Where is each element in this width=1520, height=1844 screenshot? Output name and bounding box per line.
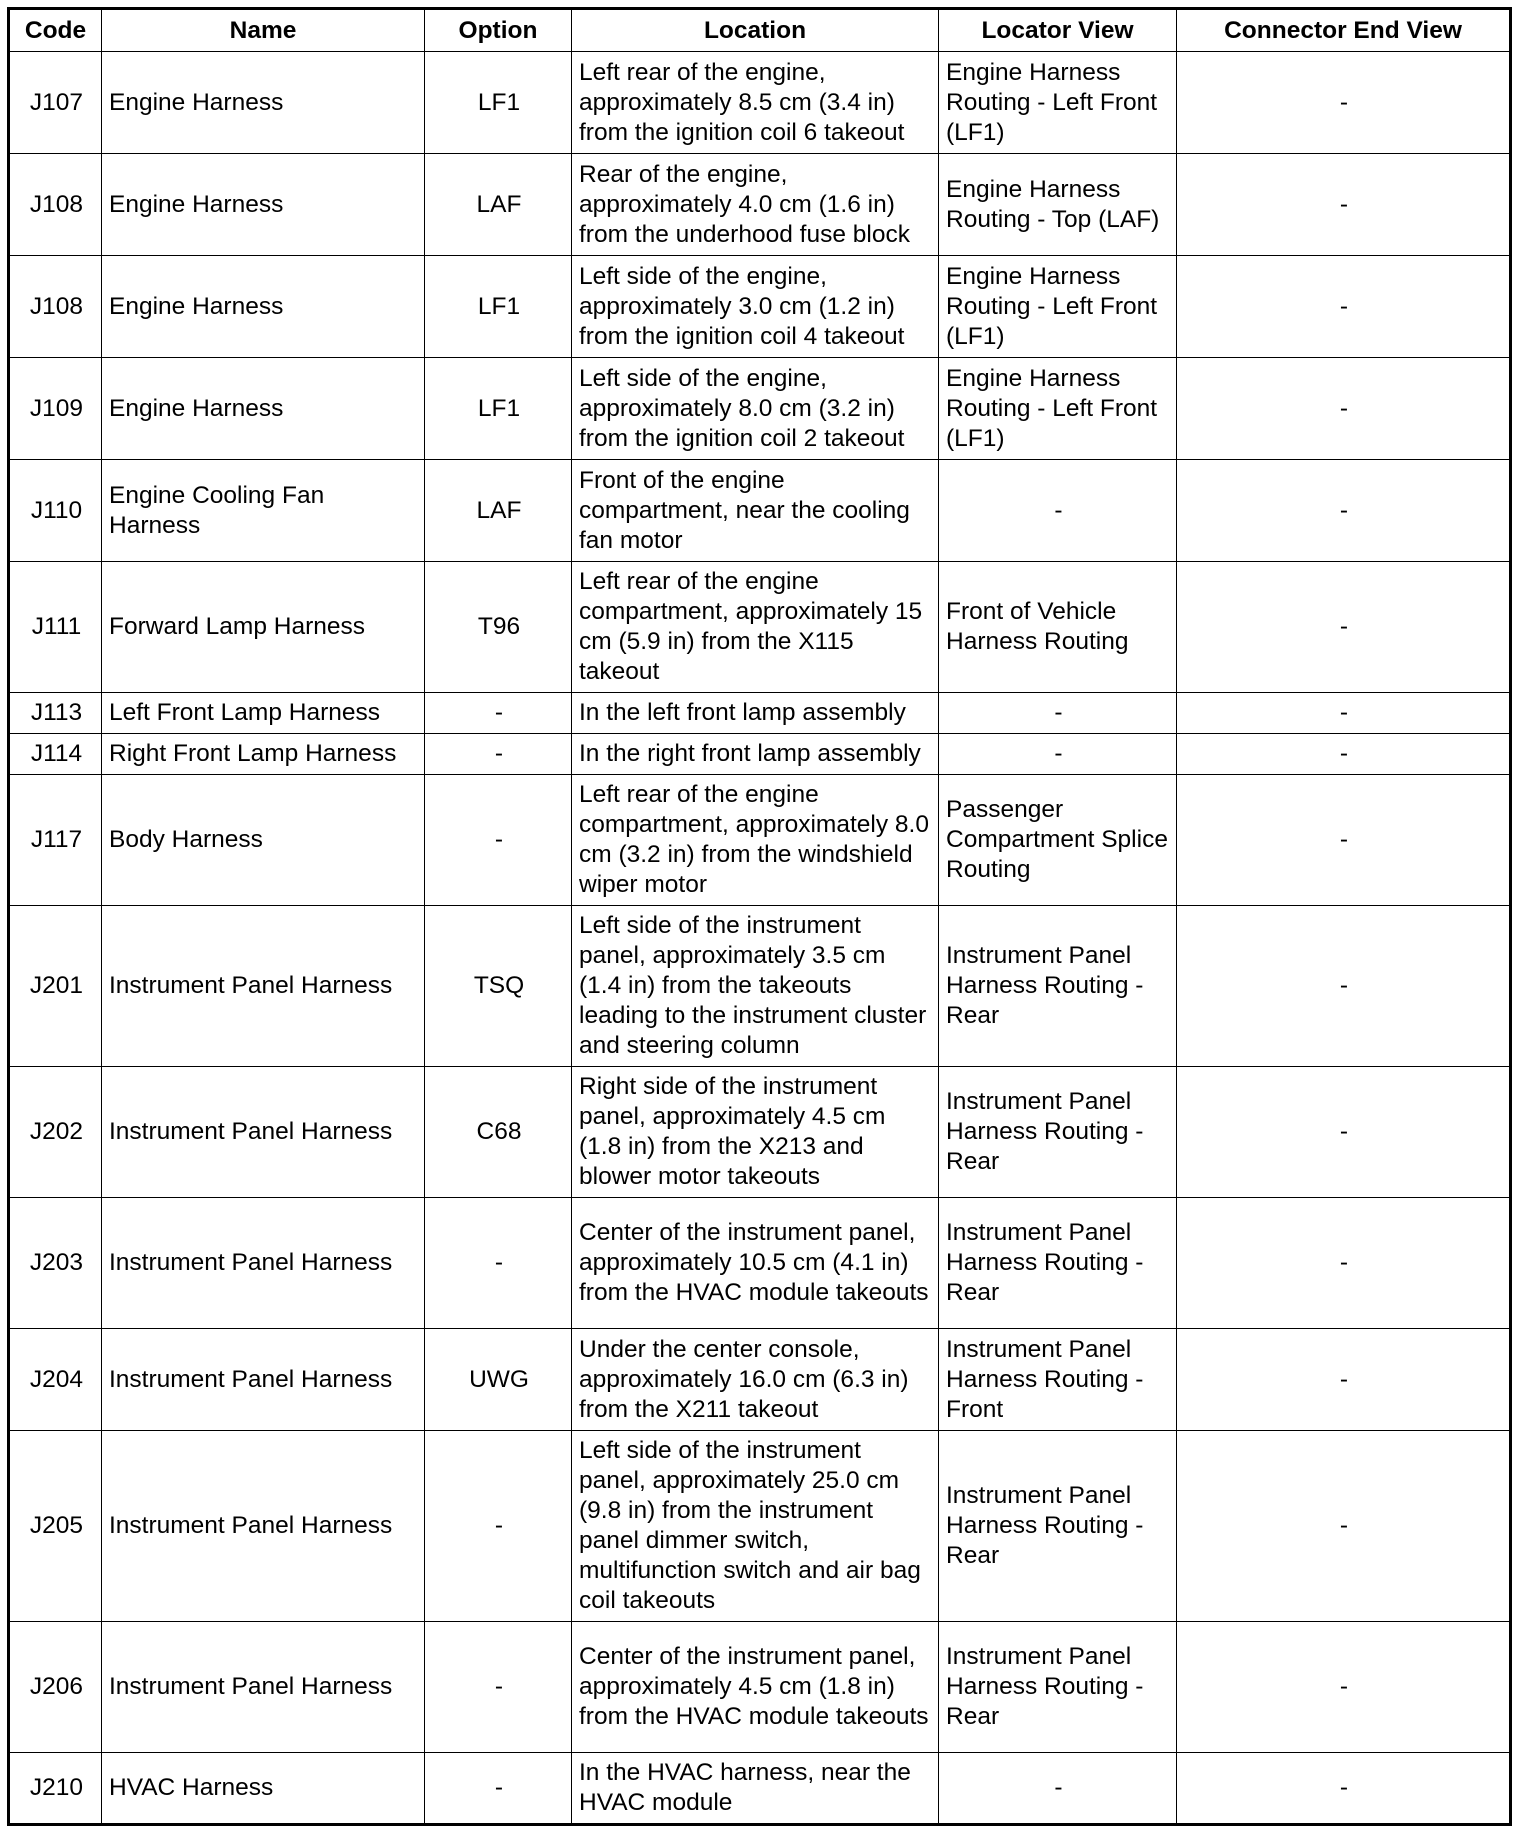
cell-name: Instrument Panel Harness	[102, 906, 425, 1067]
table-row	[9, 1329, 1511, 1431]
cell-location: Left side of the instrument panel, approximately 3.5 cm (1.4 in) from the takeouts leading to the instrument cluster and steering column	[572, 906, 939, 1067]
header-name: Name	[102, 9, 425, 52]
cell-location: Rear of the engine, approximately 4.0 cm (1.6 in) from the underhood fuse block	[572, 154, 939, 256]
cell-connector-end-view: -	[1177, 1431, 1511, 1622]
table-row	[9, 693, 1511, 734]
cell-option: T96	[425, 562, 572, 693]
cell-locator-view: -	[939, 1753, 1177, 1825]
cell-location: Left side of the instrument panel, approximately 25.0 cm (9.8 in) from the instrument panel dimmer switch, multifunction switch and air bag coil takeouts	[572, 1431, 939, 1622]
table-row	[9, 1431, 1511, 1622]
cell-option: -	[425, 693, 572, 734]
cell-location: Front of the engine compartment, near the cooling fan motor	[572, 460, 939, 562]
cell-option: -	[425, 734, 572, 775]
cell-connector-end-view: -	[1177, 52, 1511, 154]
cell-option: -	[425, 1431, 572, 1622]
cell-locator-view: Instrument Panel Harness Routing - Rear	[939, 1622, 1177, 1753]
table-row	[9, 1067, 1511, 1198]
cell-name: Instrument Panel Harness	[102, 1329, 425, 1431]
cell-option: UWG	[425, 1329, 572, 1431]
cell-option: TSQ	[425, 906, 572, 1067]
header-location: Location	[572, 9, 939, 52]
cell-name: Left Front Lamp Harness	[102, 693, 425, 734]
table-row	[9, 52, 1511, 154]
cell-code: J205	[9, 1431, 102, 1622]
cell-location: Left side of the engine, approximately 3.0 cm (1.2 in) from the ignition coil 4 takeout	[572, 256, 939, 358]
header-row	[9, 9, 1511, 52]
cell-connector-end-view: -	[1177, 460, 1511, 562]
cell-locator-view: -	[939, 460, 1177, 562]
cell-option: LAF	[425, 460, 572, 562]
cell-location: In the right front lamp assembly	[572, 734, 939, 775]
cell-location: Left side of the engine, approximately 8.0 cm (3.2 in) from the ignition coil 2 takeout	[572, 358, 939, 460]
cell-name: Body Harness	[102, 775, 425, 906]
cell-locator-view: Instrument Panel Harness Routing - Rear	[939, 1198, 1177, 1329]
cell-location: In the left front lamp assembly	[572, 693, 939, 734]
cell-connector-end-view: -	[1177, 734, 1511, 775]
cell-connector-end-view: -	[1177, 562, 1511, 693]
cell-code: J108	[9, 256, 102, 358]
table-body	[9, 52, 1511, 1825]
cell-code: J113	[9, 693, 102, 734]
table-row	[9, 1198, 1511, 1329]
cell-option: LF1	[425, 256, 572, 358]
cell-code: J204	[9, 1329, 102, 1431]
cell-locator-view: Engine Harness Routing - Left Front (LF1)	[939, 52, 1177, 154]
cell-locator-view: Engine Harness Routing - Left Front (LF1)	[939, 358, 1177, 460]
cell-locator-view: Instrument Panel Harness Routing - Front	[939, 1329, 1177, 1431]
cell-locator-view: -	[939, 693, 1177, 734]
header-option: Option	[425, 9, 572, 52]
cell-location: Left rear of the engine, approximately 8.5 cm (3.4 in) from the ignition coil 6 takeout	[572, 52, 939, 154]
cell-option: -	[425, 775, 572, 906]
cell-code: J201	[9, 906, 102, 1067]
cell-name: Instrument Panel Harness	[102, 1431, 425, 1622]
cell-code: J111	[9, 562, 102, 693]
table-row	[9, 1753, 1511, 1825]
cell-connector-end-view: -	[1177, 1753, 1511, 1825]
cell-code: J109	[9, 358, 102, 460]
cell-connector-end-view: -	[1177, 256, 1511, 358]
cell-location: Left rear of the engine compartment, approximately 8.0 cm (3.2 in) from the windshield wiper motor	[572, 775, 939, 906]
cell-locator-view: Instrument Panel Harness Routing - Rear	[939, 1431, 1177, 1622]
cell-connector-end-view: -	[1177, 1067, 1511, 1198]
table-row	[9, 358, 1511, 460]
table-header	[9, 9, 1511, 52]
cell-option: -	[425, 1622, 572, 1753]
cell-locator-view: Engine Harness Routing - Left Front (LF1)	[939, 256, 1177, 358]
cell-code: J210	[9, 1753, 102, 1825]
table-row	[9, 562, 1511, 693]
cell-location: Center of the instrument panel, approximately 10.5 cm (4.1 in) from the HVAC module takeouts	[572, 1198, 939, 1329]
cell-name: Instrument Panel Harness	[102, 1622, 425, 1753]
table-row	[9, 775, 1511, 906]
cell-location: Under the center console, approximately 16.0 cm (6.3 in) from the X211 takeout	[572, 1329, 939, 1431]
cell-locator-view: -	[939, 734, 1177, 775]
cell-code: J202	[9, 1067, 102, 1198]
cell-locator-view: Instrument Panel Harness Routing - Rear	[939, 906, 1177, 1067]
cell-code: J108	[9, 154, 102, 256]
cell-option: LF1	[425, 358, 572, 460]
cell-code: J110	[9, 460, 102, 562]
cell-name: Instrument Panel Harness	[102, 1198, 425, 1329]
table-row	[9, 1622, 1511, 1753]
cell-code: J107	[9, 52, 102, 154]
cell-connector-end-view: -	[1177, 906, 1511, 1067]
cell-name: Engine Harness	[102, 52, 425, 154]
cell-option: LF1	[425, 52, 572, 154]
cell-option: C68	[425, 1067, 572, 1198]
cell-locator-view: Front of Vehicle Harness Routing	[939, 562, 1177, 693]
cell-locator-view: Passenger Compartment Splice Routing	[939, 775, 1177, 906]
cell-name: Right Front Lamp Harness	[102, 734, 425, 775]
cell-code: J114	[9, 734, 102, 775]
cell-connector-end-view: -	[1177, 1329, 1511, 1431]
cell-name: Engine Cooling Fan Harness	[102, 460, 425, 562]
splice-pack-table	[7, 7, 1512, 1826]
cell-code: J206	[9, 1622, 102, 1753]
header-locator-view: Locator View	[939, 9, 1177, 52]
cell-location: Center of the instrument panel, approximately 4.5 cm (1.8 in) from the HVAC module takeouts	[572, 1622, 939, 1753]
table-row	[9, 256, 1511, 358]
cell-name: HVAC Harness	[102, 1753, 425, 1825]
cell-connector-end-view: -	[1177, 1622, 1511, 1753]
cell-connector-end-view: -	[1177, 358, 1511, 460]
cell-name: Instrument Panel Harness	[102, 1067, 425, 1198]
cell-connector-end-view: -	[1177, 154, 1511, 256]
cell-option: LAF	[425, 154, 572, 256]
cell-location: Left rear of the engine compartment, approximately 15 cm (5.9 in) from the X115 takeout	[572, 562, 939, 693]
cell-name: Engine Harness	[102, 256, 425, 358]
cell-locator-view: Instrument Panel Harness Routing - Rear	[939, 1067, 1177, 1198]
header-code: Code	[9, 9, 102, 52]
cell-option: -	[425, 1753, 572, 1825]
table-row	[9, 734, 1511, 775]
cell-name: Engine Harness	[102, 358, 425, 460]
table-row	[9, 154, 1511, 256]
cell-location: Right side of the instrument panel, approximately 4.5 cm (1.8 in) from the X213 and blower motor takeouts	[572, 1067, 939, 1198]
header-connector-end-view: Connector End View	[1177, 9, 1511, 52]
table-row	[9, 906, 1511, 1067]
cell-code: J117	[9, 775, 102, 906]
cell-connector-end-view: -	[1177, 693, 1511, 734]
cell-connector-end-view: -	[1177, 775, 1511, 906]
cell-connector-end-view: -	[1177, 1198, 1511, 1329]
cell-locator-view: Engine Harness Routing - Top (LAF)	[939, 154, 1177, 256]
cell-name: Forward Lamp Harness	[102, 562, 425, 693]
table-row	[9, 460, 1511, 562]
cell-option: -	[425, 1198, 572, 1329]
cell-code: J203	[9, 1198, 102, 1329]
cell-name: Engine Harness	[102, 154, 425, 256]
cell-location: In the HVAC harness, near the HVAC module	[572, 1753, 939, 1825]
